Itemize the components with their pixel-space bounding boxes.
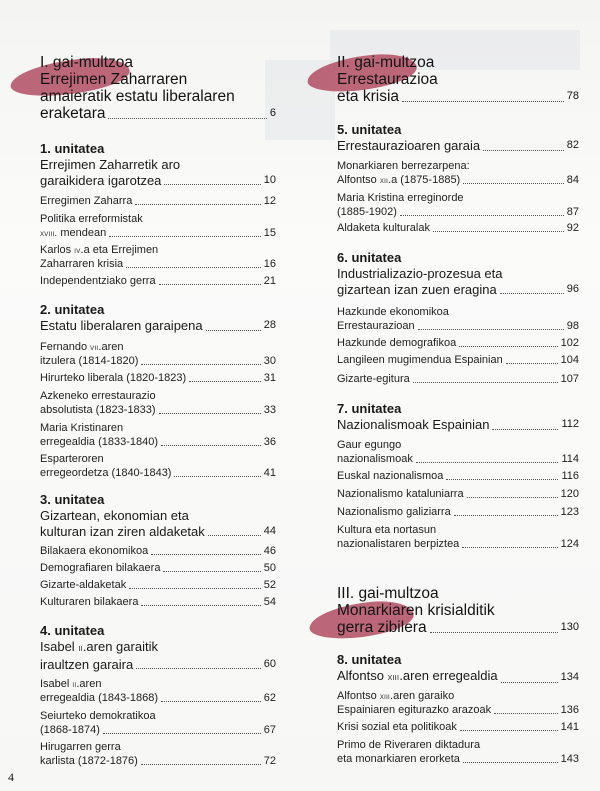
block-title-line: gerra zibilera <box>337 619 427 636</box>
page-ref: 67 <box>263 724 276 736</box>
toc-entry[interactable] <box>40 740 276 768</box>
toc-entry[interactable] <box>337 336 579 350</box>
page-ref: 15 <box>263 227 276 239</box>
toc-line[interactable] <box>40 524 276 540</box>
toc-entry[interactable] <box>337 738 579 766</box>
entry-text: Euskal nazionalismoa <box>337 470 444 482</box>
page-ref: 60 <box>263 657 276 670</box>
toc-entry[interactable] <box>40 709 276 737</box>
dot-leader <box>500 293 564 294</box>
entry-text: Hirugarren gerra <box>40 741 121 753</box>
toc-entry[interactable] <box>337 720 579 734</box>
entry-text: Zaharraren krisia <box>40 258 124 270</box>
toc-entry[interactable] <box>40 212 276 240</box>
toc-entry[interactable] <box>40 243 276 271</box>
dot-leader <box>459 346 557 347</box>
unit-title-line: Nazionalismoak Espainian <box>337 417 490 432</box>
toc-entry[interactable] <box>40 274 276 288</box>
block-title-line: Errestaurazioa <box>337 71 438 88</box>
dot-leader <box>141 605 260 606</box>
page-ref: 44 <box>263 524 276 537</box>
entry-text: Errestaurazioan <box>337 320 415 332</box>
section-block-2 <box>337 54 579 105</box>
entry-text: xviii. mendean <box>40 227 107 239</box>
toc-entry[interactable] <box>40 561 276 575</box>
page-ref: 28 <box>263 319 276 331</box>
dot-leader <box>460 730 558 731</box>
toc-entry[interactable] <box>337 523 579 551</box>
block-title-line: eta krisia <box>337 88 400 105</box>
toc-entry[interactable] <box>40 544 276 558</box>
page-ref: 136 <box>560 704 579 716</box>
toc-entry[interactable] <box>337 372 579 386</box>
entry-text: Demografiaren bilakaera <box>40 562 161 574</box>
dot-leader <box>463 762 558 763</box>
page-ref: 36 <box>263 436 276 448</box>
dot-leader <box>506 363 558 364</box>
dot-leader <box>108 118 266 119</box>
toc-line[interactable] <box>337 417 579 433</box>
block-label: II. gai-multzoa <box>337 54 435 71</box>
block-label: III. gai-multzoa <box>337 585 439 602</box>
entry-text: erregealdia (1843-1868) <box>40 692 159 704</box>
toc-entry[interactable] <box>337 487 579 501</box>
entry-text: Bilakaera ekonomikoa <box>40 545 149 557</box>
unit-label: 7. unitatea <box>337 401 402 416</box>
page-ref: 143 <box>560 753 579 765</box>
page-ref: 104 <box>560 354 579 366</box>
toc-entry[interactable] <box>40 595 276 609</box>
toc-line[interactable] <box>40 318 276 334</box>
toc-line[interactable] <box>337 282 579 298</box>
toc-entry[interactable] <box>40 578 276 592</box>
entry-text: Primo de Riveraren diktadura <box>337 739 481 751</box>
entry-text: Aldaketa kulturalak <box>337 222 430 234</box>
entry-text: nazionalismoak <box>337 453 413 465</box>
toc-entry[interactable] <box>337 505 579 519</box>
dot-leader <box>418 329 564 330</box>
unit-8 <box>337 652 579 686</box>
unit-title-line: Estatu liberalaren garaipena <box>40 318 203 333</box>
dot-leader <box>109 236 261 237</box>
page-ref: 10 <box>263 173 276 186</box>
toc-entry[interactable] <box>40 452 276 480</box>
unit-title-line: Alfontso xiii.aren erregealdia <box>337 668 498 683</box>
block-title-line: eraketara <box>40 105 106 122</box>
page-ref: 46 <box>263 545 276 557</box>
toc-line[interactable] <box>337 619 579 636</box>
page-ref: 21 <box>263 275 276 287</box>
page-ref: 112 <box>561 418 579 430</box>
dot-leader <box>141 764 261 765</box>
dot-leader <box>164 184 260 185</box>
page-ref: 6 <box>269 107 276 119</box>
page-ref: 31 <box>263 372 276 384</box>
toc-entry[interactable] <box>337 353 579 367</box>
unit-3 <box>40 492 276 539</box>
toc-entry[interactable] <box>337 159 579 187</box>
page-ref: 78 <box>566 90 579 102</box>
dot-leader <box>400 215 564 216</box>
entry-text: Alfontso xiii.aren garaiko <box>337 690 455 702</box>
entry-text: Fernando vii.aren <box>40 341 124 353</box>
entry-text: Politika erreformistak <box>40 213 143 225</box>
unit-5 <box>337 122 579 154</box>
toc-entry[interactable] <box>337 191 579 219</box>
unit-label: 5. unitatea <box>337 122 402 137</box>
toc-entry[interactable] <box>337 438 579 466</box>
toc-line[interactable] <box>337 668 579 686</box>
entry-text: Azkeneko errestaurazio <box>40 390 156 402</box>
section-block-title <box>337 585 579 636</box>
dot-leader <box>174 476 260 477</box>
dot-leader <box>129 588 261 589</box>
dot-leader <box>501 682 558 683</box>
toc-entry[interactable] <box>337 469 579 483</box>
unit-title-line: Isabel ii.aren garaitik <box>40 639 158 654</box>
dot-leader <box>163 571 260 572</box>
dot-leader <box>159 413 261 414</box>
section-block-1 <box>40 54 276 122</box>
toc-line[interactable] <box>40 105 276 122</box>
dot-leader <box>413 382 558 383</box>
entry-text: Seiurteko demokratikoa <box>40 710 156 722</box>
dot-leader <box>208 535 261 536</box>
toc-entry[interactable] <box>40 421 276 449</box>
dot-leader <box>161 701 261 702</box>
entry-text: itzulera (1814-1820) <box>40 355 139 367</box>
block-label: I. gai-multzoa <box>40 54 134 71</box>
entry-text: nazionalistaren berpiztea <box>337 538 460 550</box>
toc-entry[interactable] <box>337 689 579 717</box>
entry-text: Langileen mugimendua Espainian <box>337 354 503 366</box>
dot-leader <box>103 733 261 734</box>
toc-line[interactable] <box>337 138 579 154</box>
dot-leader <box>494 713 558 714</box>
section-block-3 <box>337 585 579 636</box>
unit-title-line: Errejimen Zaharretik aro <box>40 157 181 172</box>
dot-leader <box>483 150 564 151</box>
toc-entry[interactable] <box>40 371 276 385</box>
unit-label: 1. unitatea <box>40 141 105 156</box>
entry-text: (1885-1902) <box>337 206 397 218</box>
page-ref: 130 <box>560 621 579 633</box>
entry-text: Gizarte-aldaketak <box>40 579 127 591</box>
dot-leader <box>189 381 261 382</box>
entry-text: erregealdia (1833-1840) <box>40 436 159 448</box>
page-ref: 12 <box>263 195 276 207</box>
page-ref: 16 <box>263 258 276 270</box>
entry-text: karlista (1872-1876) <box>40 755 138 767</box>
dot-leader <box>126 267 261 268</box>
unit-label: 8. unitatea <box>337 652 402 667</box>
page-ref: 96 <box>566 282 579 295</box>
page-ref: 114 <box>561 453 579 465</box>
block-title-line: amaieratik estatu liberalaren <box>40 88 235 105</box>
dot-leader <box>161 445 261 446</box>
block-title-line: Monarkiaren krisialditik <box>337 602 495 619</box>
page-ref: 98 <box>566 320 579 332</box>
dot-leader <box>206 330 261 331</box>
entry-text: Krisi sozial eta politikoak <box>337 721 457 733</box>
unit-title-line: gizartean izan zuen eragina <box>337 281 497 297</box>
unit-label: 3. unitatea <box>40 492 105 507</box>
entry-text: Karlos iv.a eta Errejimen <box>40 244 159 256</box>
entry-text: Esparteroren <box>40 453 104 465</box>
page-ref: 92 <box>566 222 579 234</box>
toc-line[interactable] <box>337 88 579 105</box>
unit-7 <box>337 401 579 433</box>
dot-leader <box>492 429 558 430</box>
unit-title-line: Errestaurazioaren garaia <box>337 138 481 153</box>
block-title-line: Errejimen Zaharraren <box>40 71 188 88</box>
page-ref: 134 <box>560 671 579 683</box>
dot-leader <box>463 183 564 184</box>
entry-text: Isabel ii.aren <box>40 678 102 690</box>
unit-1 <box>40 141 276 188</box>
dot-leader <box>454 515 558 516</box>
entry-text: Maria Kristina erreginorde <box>337 192 464 204</box>
unit-label: 4. unitatea <box>40 623 105 638</box>
dot-leader <box>135 204 260 205</box>
unit-label: 6. unitatea <box>337 250 402 265</box>
entry-text: Nazionalismo kataluniarra <box>337 488 464 500</box>
page-ref: 141 <box>560 721 579 733</box>
entry-text: Alfontso xii.a (1875-1885) <box>337 174 461 186</box>
dot-leader <box>462 547 557 548</box>
page-ref: 33 <box>263 404 276 416</box>
entry-text: Kultura eta nortasun <box>337 524 437 536</box>
page-ref: 52 <box>263 579 276 591</box>
entry-text: Espainiaren egiturazko arazoak <box>337 704 492 716</box>
entry-text: Hirurteko liberala (1820-1823) <box>40 372 187 384</box>
page-ref: 87 <box>566 206 579 218</box>
dot-leader <box>151 554 261 555</box>
unit-title-line: kulturan izan ziren aldaketak <box>40 523 205 539</box>
page-ref: 82 <box>566 139 579 151</box>
entry-text: erregeordetza (1840-1843) <box>40 467 172 479</box>
toc-entry[interactable] <box>337 221 579 235</box>
dot-leader <box>136 668 261 669</box>
unit-label: 2. unitatea <box>40 302 105 317</box>
toc-entry[interactable] <box>40 389 276 417</box>
page-ref: 102 <box>560 337 579 349</box>
page-number: 4 <box>8 770 14 784</box>
page-ref: 62 <box>263 692 276 704</box>
entry-text: Erregimen Zaharra <box>40 195 133 207</box>
page-ref: 72 <box>263 755 276 767</box>
toc-line[interactable] <box>40 657 276 673</box>
unit-title-line: garaikidera igarotzea <box>40 172 162 188</box>
page-ref: 41 <box>263 467 276 479</box>
toc-entry[interactable] <box>337 305 579 333</box>
toc-line[interactable] <box>40 173 276 189</box>
page-ref: 54 <box>263 596 276 608</box>
page-ref: 116 <box>561 470 579 482</box>
unit-4 <box>40 623 276 672</box>
unit-title-line: Gizartean, ekonomian eta <box>40 508 189 523</box>
entry-text: Maria Kristinaren <box>40 422 124 434</box>
unit-title-line: Industrializazio-prozesua eta <box>337 266 503 281</box>
section-block-title <box>337 54 579 105</box>
entry-text: (1868-1874) <box>40 724 100 736</box>
unit-title-line: iraultzen garaira <box>40 656 134 672</box>
entry-text: Nazionalismo galiziarra <box>337 506 451 518</box>
entry-text: eta monarkiaren erorketa <box>337 753 460 765</box>
entry-text: Hazkunde demografikoa <box>337 337 457 349</box>
toc-entry[interactable] <box>40 194 276 208</box>
entry-text: Gizarte-egitura <box>337 373 410 385</box>
entry-text: Independentziako gerra <box>40 275 156 287</box>
page-ref: 120 <box>560 488 579 500</box>
entry-text: absolutista (1823-1833) <box>40 404 156 416</box>
dot-leader <box>433 231 564 232</box>
dot-leader <box>430 632 558 633</box>
dot-leader <box>467 497 558 498</box>
page-ref: 107 <box>560 373 579 385</box>
entry-text: Gaur egungo <box>337 439 402 451</box>
dot-leader <box>141 364 260 365</box>
dot-leader <box>159 284 261 285</box>
dot-leader <box>402 101 564 102</box>
toc-entry[interactable] <box>40 677 276 705</box>
page-ref: 50 <box>263 562 276 574</box>
unit-6 <box>337 250 579 297</box>
dot-leader <box>416 462 559 463</box>
page-ref: 30 <box>263 355 276 367</box>
entry-text: Kulturaren bilakaera <box>40 596 139 608</box>
page-ref: 123 <box>560 506 579 518</box>
page-ref: 84 <box>566 174 579 186</box>
dot-leader <box>446 479 558 480</box>
toc-entry[interactable] <box>40 340 276 368</box>
unit-2 <box>40 302 276 334</box>
page-ref: 124 <box>560 538 579 550</box>
entry-text: Monarkiaren berrezarpena: <box>337 160 470 172</box>
section-block-title <box>40 54 276 122</box>
entry-text: Hazkunde ekonomikoa <box>337 306 449 318</box>
